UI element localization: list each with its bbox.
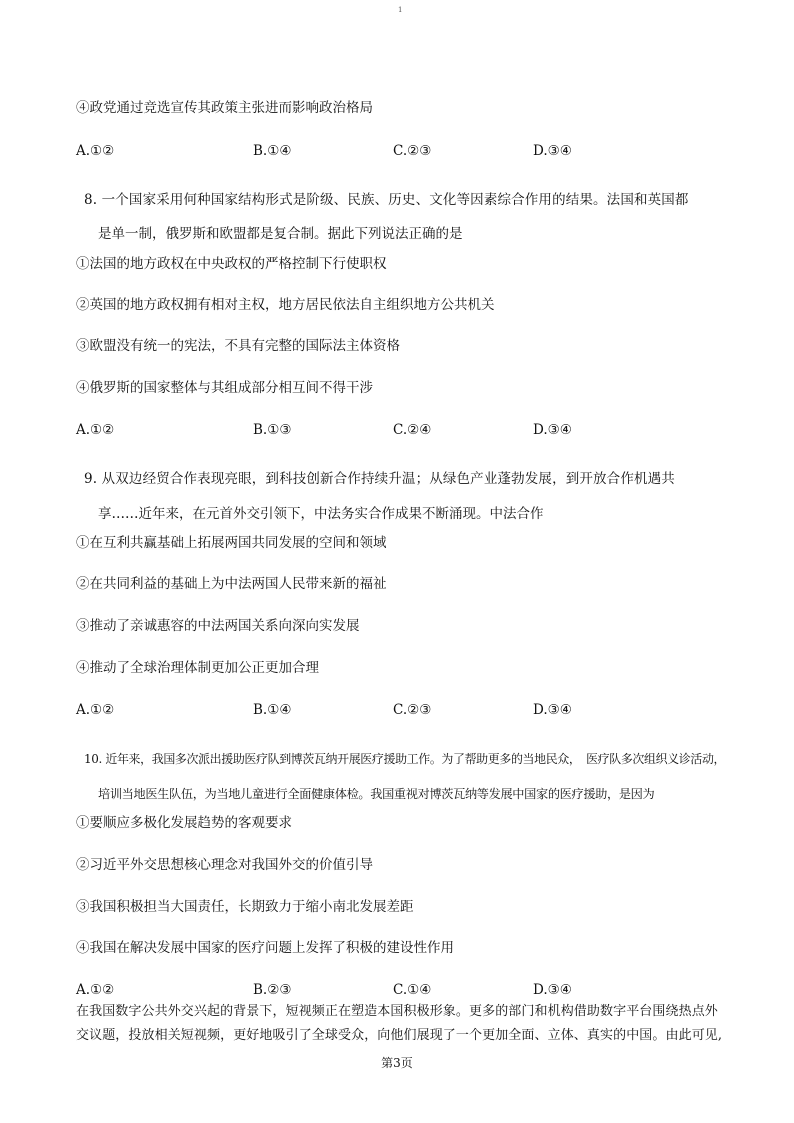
q9-option-d: D.③④	[533, 702, 572, 718]
q8-item-4: ④俄罗斯的国家整体与其组成部分相互间不得干涉	[76, 380, 373, 396]
q9-item-3: ③推动了亲诚惠容的中法两国关系向深向实发展	[76, 618, 360, 634]
q7-option-c: C.②③	[393, 143, 432, 159]
q10-option-c: C.①④	[393, 982, 432, 998]
header-mark: 1	[398, 6, 403, 14]
q11-stem-line2: 交议题，投放相关短视频，更好地吸引了全球受众，向他们展现了一个更加全面、立体、真实的中国。由此可见,	[76, 1028, 723, 1043]
q7-option-a: A.①②	[76, 143, 115, 159]
q9-item-2: ②在共同利益的基础上为中法两国人民带来新的福祉	[76, 576, 387, 592]
q8-option-d: D.③④	[533, 422, 572, 438]
q7-item-4: ④政党通过竞选宣传其政策主张进而影响政治格局	[76, 100, 373, 116]
q10-stem-line1: 10. 近年来，我国多次派出援助医疗队到博茨瓦纳开展医疗援助工作。为了帮助更多的当地民众， 医疗队多次组织义诊活动，	[84, 752, 726, 766]
q10-option-d: D.③④	[533, 982, 572, 998]
q10-item-2: ②习近平外交思想核心理念对我国外交的价值引导	[76, 857, 373, 873]
q7-option-b: B.①④	[253, 143, 292, 159]
q8-item-2: ②英国的地方政权拥有相对主权，地方居民依法自主组织地方公共机关	[76, 297, 495, 313]
q8-option-a: A.①②	[76, 422, 115, 438]
q8-stem-line2: 是单一制，俄罗斯和欧盟都是复合制。据此下列说法正确的是	[98, 226, 463, 242]
q10-option-a: A.①②	[76, 982, 115, 998]
q10-item-1: ①要顺应多极化发展趋势的客观要求	[76, 815, 292, 831]
q10-option-b: B.②③	[253, 982, 292, 998]
q9-option-c: C.②③	[393, 702, 432, 718]
q8-option-c: C.②④	[393, 422, 432, 438]
q10-item-3: ③我国积极担当大国责任，长期致力于缩小南北发展差距	[76, 899, 414, 915]
q8-item-3: ③欧盟没有统一的宪法，不具有完整的国际法主体资格	[76, 338, 400, 354]
q11-stem-line1: 在我国数字公共外交兴起的背景下，短视频正在塑造本国积极形象。更多的部门和机构借助数字平台围绕热点外	[76, 1004, 718, 1019]
q8-stem-line1: 8. 一个国家采用何种国家结构形式是阶级、民族、历史、文化等因素综合作用的结果。法国和英国都	[84, 192, 689, 208]
q10-item-4: ④我国在解决发展中国家的医疗问题上发挥了积极的建设性作用	[76, 940, 454, 956]
q9-item-1: ①在互利共赢基础上拓展两国共同发展的空间和领域	[76, 535, 387, 551]
q9-item-4: ④推动了全球治理体制更加公正更加合理	[76, 660, 319, 676]
q9-stem-line2: 享……近年来，在元首外交引领下，中法务实合作成果不断涌现。中法合作	[98, 506, 544, 522]
q9-option-b: B.①④	[253, 702, 292, 718]
q9-stem-line1: 9. 从双边经贸合作表现亮眼，到科技创新合作持续升温；从绿色产业蓬勃发展，到开放合作机遇共	[84, 471, 675, 487]
q8-option-b: B.①③	[253, 422, 292, 438]
q9-option-a: A.①②	[76, 702, 115, 718]
q7-option-d: D.③④	[533, 143, 572, 159]
page-number: 第3页	[381, 1056, 413, 1070]
q10-stem-line2: 培训当地医生队伍，为当地儿童进行全面健康体检。我国重视对博茨瓦纳等发展中国家的医疗援助，是因为	[98, 787, 655, 801]
q8-item-1: ①法国的地方政权在中央政权的严格控制下行使职权	[76, 256, 387, 272]
